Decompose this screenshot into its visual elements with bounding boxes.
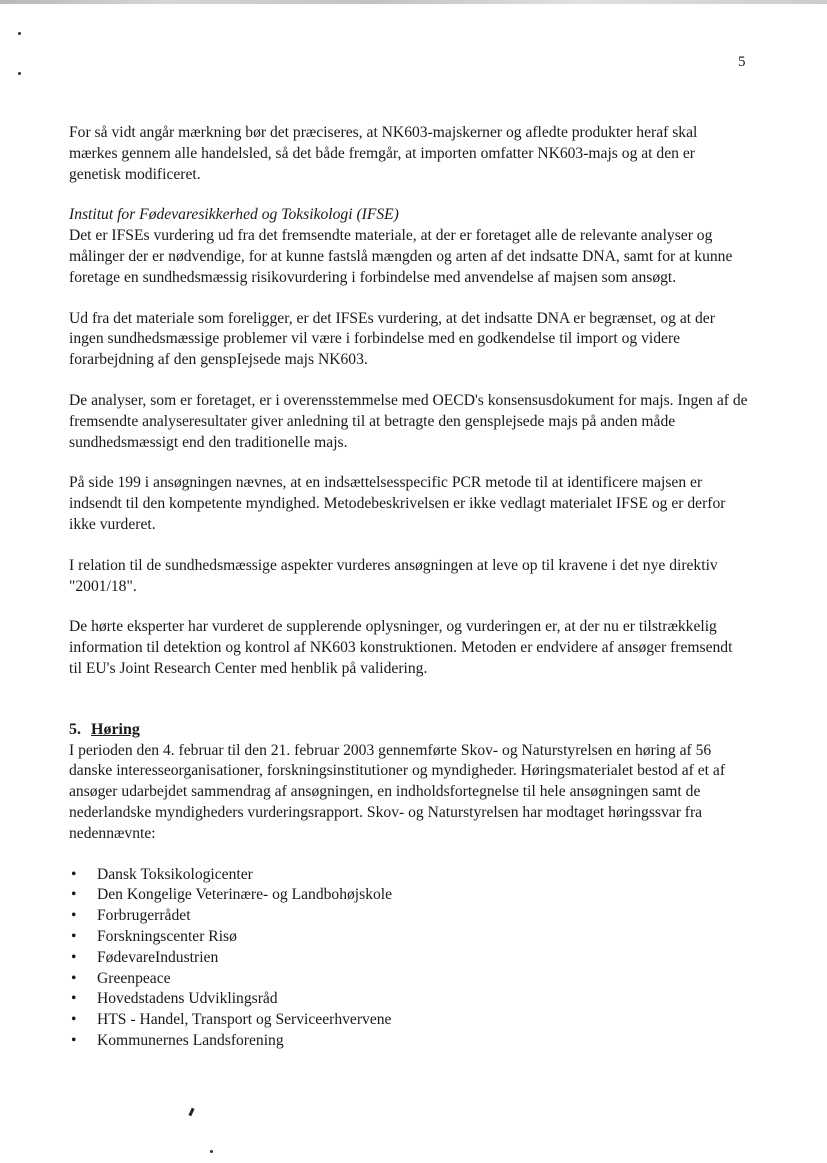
bullet: •: [71, 1011, 77, 1029]
scan-speck: [210, 1150, 213, 1153]
document-body: [69, 123, 749, 1052]
list-item: • HTS - Handel, Transport og Serviceerhvervene: [69, 1010, 749, 1031]
list-item: • Forbrugerrådet: [69, 906, 749, 927]
page-number: 5: [738, 54, 746, 70]
section-title: Høring: [91, 720, 140, 738]
bullet: •: [71, 927, 77, 945]
ifse-assessment-paragraph: Det er IFSEs vurdering ud fra det fremsendte materiale, at der er foretaget alle de relevante analyser og målinger der er nødvendige, for at kunne fastslå mængden og arten af det indsatte DNA, samt for at kunne foretage en sundhedsmæssig risikovurdering i forbindelse med anvendelse af majsen som ansøgt.: [69, 227, 733, 286]
list-item: • Dansk Toksikologicenter: [69, 865, 749, 886]
bullet: •: [71, 865, 77, 883]
scan-edge: [0, 0, 827, 4]
respondent-list: [69, 865, 749, 1052]
list-item: • Hovedstadens Udviklingsråd: [69, 989, 749, 1010]
institution-title: Institut for Fødevaresikkerhed og Toksikologi (IFSE): [69, 206, 399, 224]
pcr-method-paragraph: På side 199 i ansøgningen nævnes, at en indsættelsesspecific PCR metode til at identificere majsen er indsendt til den kompetente myndighed. Metodebeskrivelsen er ikke vedlagt materialet IFSE og er derfor ikke vurderet.: [69, 474, 726, 533]
labeling-paragraph: For så vidt angår mærkning bør det præciseres, at NK603-majskerner og afledte produkter heraf skal mærkes gennem alle handelsled, så det både fremgår, at importen omfatter NK603-majs og at den er genetisk modificeret.: [69, 124, 698, 183]
directive-paragraph: I relation til de sundhedsmæssige aspekter vurderes ansøgningen at leve op til kravene i det nye direktiv "2001/18".: [69, 556, 718, 595]
list-item: • Kommunernes Landsforening: [69, 1031, 749, 1052]
scan-mark: [188, 1108, 194, 1117]
list-item: • Forskningscenter Risø: [69, 927, 749, 948]
scan-speck: [18, 32, 21, 35]
bullet: •: [71, 948, 77, 966]
hearing-intro-paragraph: I perioden den 4. februar til den 21. februar 2003 gennemførte Skov- og Naturstyrelsen en høring af 56 danske interesseorganisationer, forskningsinstitutioner og myndigheder. Høringsmaterialet bestod af et af ansøger udarbejdet sammendrag af ansøgningen, en indholdsfortegnelse til hele ansøgningen samt de nederlandske myndigheders vurderingsrapport. Skov- og Naturstyrelsen har modtaget høringssvar fra nedennævnte:: [69, 741, 726, 842]
bullet: •: [71, 886, 77, 904]
list-item: • FødevareIndustrien: [69, 948, 749, 969]
bullet: •: [71, 990, 77, 1008]
list-item: • Greenpeace: [69, 969, 749, 990]
bullet: •: [71, 907, 77, 925]
oecd-paragraph: De analyser, som er foretaget, er i overensstemmelse med OECD's konsensusdokument for majs. Ingen af de fremsendte analyseresultater giver anledning til at betragte den gensplejsede majs på anden måde sundhedsmæssigt end den traditionelle majs.: [69, 391, 748, 451]
section-heading: [69, 720, 749, 741]
dna-assessment-paragraph: Ud fra det materiale som foreligger, er det IFSEs vurdering, at det indsatte DNA er begrænset, og at der ingen sundhedsmæssige problemer vil være i forbindelse med en godkendelse til import og videre forarbejdning af den genspIejsede majs NK603.: [69, 309, 715, 369]
scan-speck: [18, 72, 21, 75]
bullet: •: [71, 1031, 77, 1049]
experts-paragraph: De hørte eksperter har vurderet de supplerende oplysninger, og vurderingen er, at der nu er tilstrækkelig information til detektion og kontrol af NK603 konstruktionen. Metoden er endvidere af ansøger fremsendt til EU's Joint Research Center med henblik på validering.: [69, 618, 733, 677]
list-item: • Den Kongelige Veterinære- og Landbohøjskole: [69, 885, 749, 906]
bullet: •: [71, 969, 77, 987]
section-number: 5.: [69, 720, 81, 738]
